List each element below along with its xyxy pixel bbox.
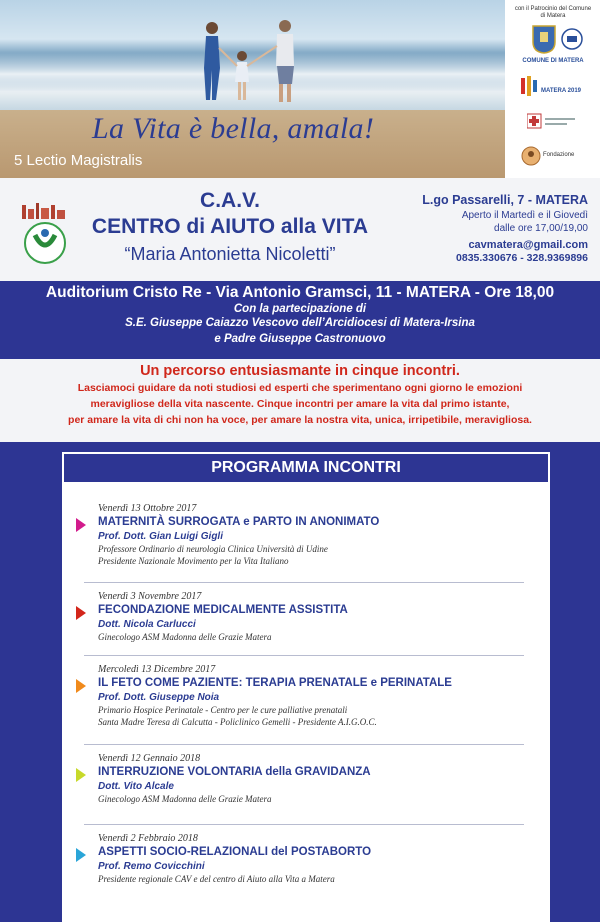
unesco-icon [561, 28, 583, 50]
event-item [76, 502, 546, 567]
intro-block [0, 362, 600, 428]
fondazione-label: Fondazione [543, 152, 575, 158]
event-description: Presidente Nazionale Movimento per la Vita Italiano [98, 556, 289, 566]
triangle-bullet-icon [76, 518, 86, 532]
event-item [76, 752, 546, 805]
event-description: Professore Ordinario di neurologia Clinica Università di Udine [98, 544, 328, 554]
event-item [76, 663, 546, 728]
comune-crest-icon [531, 24, 557, 54]
intro-headline: Un percorso entusiasmante in cinque incontri. [140, 363, 460, 379]
address: L.go Passarelli, 7 - MATERA [422, 193, 588, 207]
event-title: MATERNITÀ SURROGATA e PARTO IN ANONIMATO [98, 516, 380, 528]
event-speaker: Dott. Vito Alcale [98, 781, 174, 792]
intro-line: per amare la vita di chi non ha voce, per amare la nostra vita, unica, irripetibile, meravigliosa. [68, 414, 532, 426]
divider [84, 582, 524, 583]
cav-dedication: “Maria Antonietta Nicoletti” [124, 244, 336, 264]
sponsors-column [505, 0, 600, 178]
event-speaker: Dott. Nicola Carlucci [98, 619, 196, 630]
guest-2: e Padre Giuseppe Castronuovo [214, 333, 386, 345]
event-date: Venerdì 13 Ottobre 2017 [98, 503, 197, 514]
email-link[interactable]: cavmatera@gmail.com [468, 239, 588, 251]
triangle-bullet-icon [76, 768, 86, 782]
guest-1: S.E. Giuseppe Caiazzo Vescovo dell’Arcidiocesi di Matera-Irsina [125, 317, 475, 329]
divider [84, 824, 524, 825]
program-heading: PROGRAMMA INCONTRI [62, 452, 550, 484]
event-date: Mercoledì 13 Dicembre 2017 [98, 664, 216, 675]
patronage-text: con il Patrocinio del Comune di Matera [514, 6, 592, 19]
lectio-subtitle: 5 Lectio Magistralis [14, 152, 143, 169]
event-date: Venerdì 2 Febbraio 2018 [98, 833, 198, 844]
cav-logo-icon [18, 203, 72, 267]
event-date: Venerdì 3 Novembre 2017 [98, 591, 202, 602]
event-title: FECONDAZIONE MEDICALMENTE ASSISTITA [98, 604, 348, 616]
opening-hours: dalle ore 17,00/19,00 [494, 223, 588, 234]
program-box [62, 452, 550, 922]
slogan: La Vita è bella, amala! [92, 112, 375, 145]
cav-abbreviation: C.A.V. [200, 189, 260, 212]
event-speaker: Prof. Remo Covicchini [98, 861, 205, 872]
hero-banner [0, 0, 505, 178]
intro-line: Lasciamoci guidare da noti studiosi ed esperti che sperimentano ogni giorno le emozioni [77, 382, 523, 394]
matera2019-label: MATERA 2019 [541, 88, 582, 94]
event-title: ASPETTI SOCIO-RELAZIONALI del POSTABORTO [98, 846, 372, 858]
event-speaker: Prof. Dott. Gian Luigi Gigli [98, 531, 223, 542]
cross-badge-icon [527, 112, 577, 132]
cav-full-name: CENTRO di AIUTO alla VITA [91, 215, 369, 238]
event-description: Ginecologo ASM Madonna delle Grazie Matera [98, 794, 272, 804]
participation-label: Con la partecipazione di [233, 303, 367, 315]
opening-days: Aperto il Martedì e il Giovedì [461, 210, 588, 221]
venue-band [0, 281, 600, 359]
event-title: IL FETO COME PAZIENTE: TERAPIA PRENATALE e PERINATALE [98, 677, 452, 689]
divider [84, 744, 524, 745]
event-description: Primario Hospice Perinatale - Centro per le cure palliative prenatali [98, 705, 348, 715]
fondazione-logo-icon [521, 146, 541, 166]
triangle-bullet-icon [76, 848, 86, 862]
contact-block [400, 191, 588, 265]
family-illustration [190, 18, 320, 118]
triangle-bullet-icon [76, 606, 86, 620]
event-description: Presidente regionale CAV e del centro di Aiuto alla Vita a Matera [98, 874, 335, 884]
event-item [76, 590, 546, 643]
event-title: INTERRUZIONE VOLONTARIA della GRAVIDANZA [98, 766, 371, 778]
cav-title-block [70, 189, 390, 267]
event-speaker: Prof. Dott. Giuseppe Noia [98, 692, 220, 703]
intro-line: meravigliose della vita nascente. Cinque incontri per amare la vita dal primo istante, [90, 398, 510, 410]
event-date: Venerdì 12 Gennaio 2018 [98, 753, 201, 764]
phone-numbers: 0835.330676 - 328.9369896 [456, 252, 588, 264]
comune-label: COMUNE DI MATERA [522, 58, 584, 64]
event-description: Santa Madre Teresa di Calcutta - Policlinico Gemelli - Presidente A.I.G.O.C. [98, 717, 377, 727]
event-description: Ginecologo ASM Madonna delle Grazie Matera [98, 632, 272, 642]
divider [84, 655, 524, 656]
venue-line: Auditorium Cristo Re - Via Antonio Gramsci, 11 - MATERA - Ore 18,00 [45, 284, 555, 301]
event-item [76, 832, 546, 885]
triangle-bullet-icon [76, 679, 86, 693]
